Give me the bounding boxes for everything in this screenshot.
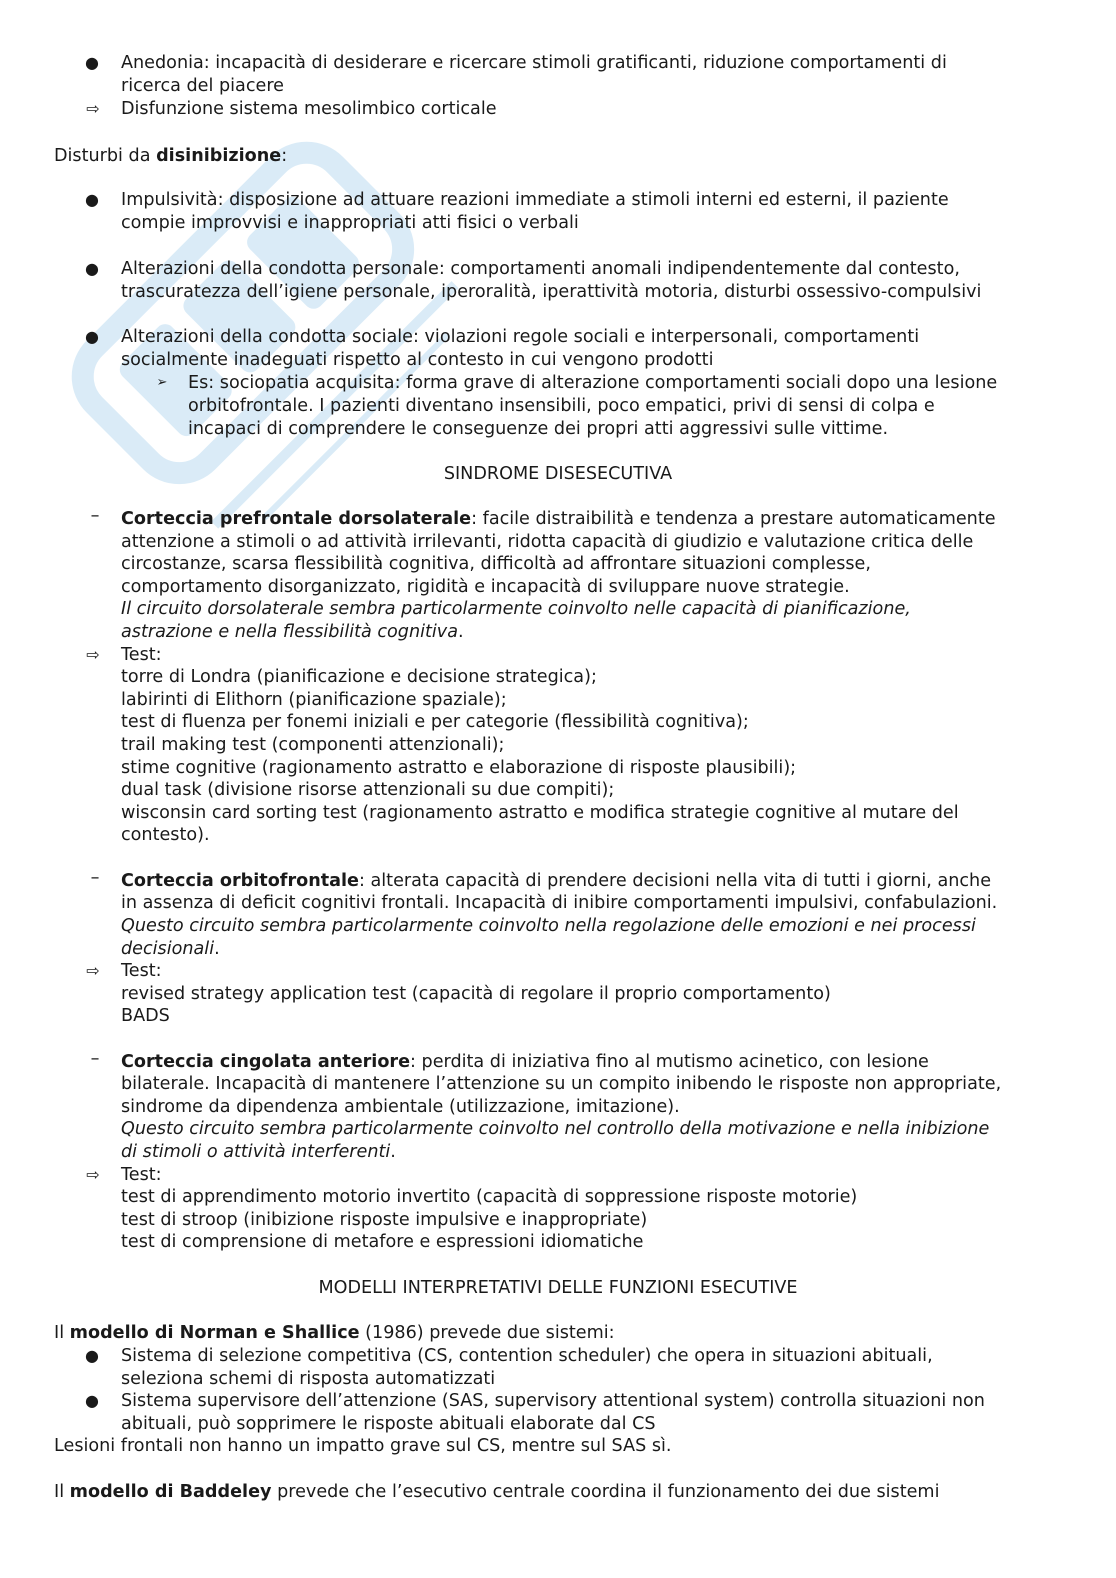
bullet-icon: ●: [85, 327, 99, 346]
bullet-icon: ●: [85, 190, 99, 209]
dash-bullet-icon: –: [90, 868, 100, 888]
arrow-right-icon: ⇨: [86, 1165, 100, 1184]
arrow-right-icon: ⇨: [86, 645, 100, 664]
dash-bullet-icon: –: [90, 1049, 100, 1069]
arrow-right-icon: ⇨: [86, 961, 100, 980]
bullet-icon: ●: [85, 53, 99, 72]
dash-bullet-icon: –: [90, 506, 100, 526]
bullet-icon: ●: [85, 1391, 99, 1410]
arrow-right-icon: ⇨: [86, 99, 100, 118]
site-watermark-logo: [20, 60, 480, 580]
document-page: ● Anedonia: incapacità di desiderare e ricercare stimoli gratificanti, riduzione comportamenti di ricerca del piacere ⇨ Disfunzione sistema mesolimbico corticale Disturbi da disinibizione: ● Impulsività: disposizione ad attuare reazioni immediate a stimoli interni ed esterni, il paziente compie improvvisi e inappropriati atti fisici o verbali ● Alterazioni della condotta personale: comportamenti anomali indipendentemente dal contesto, trascuratezza dell’igiene personale, iperoralità, iperattività motoria, disturbi ossessivo-compulsivi ● Alterazioni della condotta sociale: violazioni regole sociali e interpersonali, comportamenti socialmente inadeguati rispetto al contesto in cui vengono prodotti ➢ Es: sociopatia acquisita: forma grave di alterazione comportamenti sociali dopo una lesione orbitofrontale. I pazienti diventano insensibili, poco empatici, privi di sensi di colpa e incapaci di comprendere le conseguenze dei propri atti aggressivi sulle vittime. SINDROME DISESECUTIVA – Corteccia prefrontale dorsolaterale: facile distraibilità e tendenza a prestare automaticamente attenzione a stimoli o ad attività irrilevanti, ridotta capacità di giudizio e valutazione critica delle circostanze, scarsa flessibilità cognitiva, difficoltà ad affrontare situazioni complesse, comportamento disorganizzato, rigidità e incapacità di sviluppare nuove strategie. Il circuito dorsolaterale sembra particolarmente coinvolto nelle capacità di pianificazione, astrazione e nella flessibilità cognitiva. ⇨ Test: torre di Londra (pianificazione e decisione strategica); labirinti di Elithorn (pianificazione spaziale); test di fluenza per fonemi iniziali e per categorie (flessibilità cognitiva); trail making test (componenti attenzionali); stime cognitive (ragionamento astratto e elaborazione di risposte plausibili); dual task (divisione risorse attenzionali su due compiti); wisconsin card sorting test (ragionamento astratto e modifica strategie cognitive al mutare del contesto). – Corteccia orbitofrontale: alterata capacità di prendere decisioni nella vita di tutti i giorni, anche in assenza di deficit cognitivi frontali. Incapacità di inibire comportamenti impulsivi, confabulazioni. Questo circuito sembra particolarmente coinvolto nella regolazione delle emozioni e nei processi decisionali. ⇨ Test: revised strategy application test (capacità di regolare il proprio comportamento) BADS – Corteccia cingolata anteriore: perdita di iniziativa fino al mutismo acinetico, con lesione bilaterale. Incapacità di mantenere l’attenzione su un compito inibendo le risposte non appropriate, sindrome da dipendenza ambientale (utilizzazione, imitazione). Questo circuito sembra particolarmente coinvolto nel controllo della motivazione e nella inibizione di stimoli o attività interferenti. ⇨ Test: test di apprendimento motorio invertito (capacità di soppressione risposte motorie) test di stroop (inibizione risposte impulsive e inappropriate) test di comprensione di metafore e espressioni idiomatiche MODELLI INTERPRETATIVI DELLE FUNZIONI ESECUTIVE Il modello di Norman e Shallice (1986) prevede due sistemi: ● Sistema di selezione competitiva (CS, contention scheduler) che opera in situazioni abituali, seleziona schemi di risposta automatizzati ● Sistema supervisore dell’attenzione (SAS, supervisory attentional system) controlla situazioni non abituali, può sopprimere le risposte abituali elaborate dal CS Lesioni frontali non hanno un impatto grave sul CS, mentre sul SAS sì. Il modello di Baddeley prevede che l’esecutivo centrale coordina il funzionamento dei due sistemi: [0, 0, 1116, 1578]
triangle-bullet-icon: ➢: [156, 375, 168, 390]
bullet-icon: ●: [85, 1346, 99, 1365]
bullet-icon: ●: [85, 259, 99, 278]
